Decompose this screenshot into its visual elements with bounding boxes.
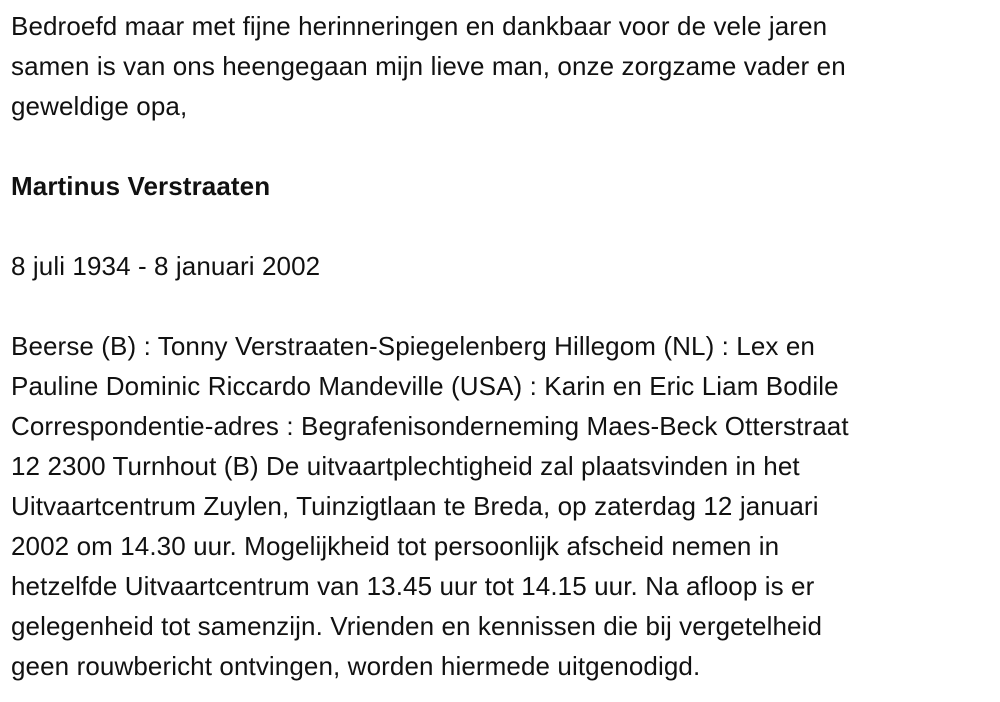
details-paragraph xyxy=(11,326,1000,686)
details-line: Beerse (B) : Tonny Verstraaten-Spiegelenberg Hillegom (NL) : Lex en xyxy=(11,331,815,361)
intro-line: Bedroefd maar met fijne herinneringen en dankbaar voor de vele jaren xyxy=(11,11,828,41)
life-dates: 8 juli 1934 - 8 januari 2002 xyxy=(11,251,321,281)
details-line: gelegenheid tot samenzijn. Vrienden en kennissen die bij vergetelheid xyxy=(11,611,823,641)
deceased-name: Martinus Verstraaten xyxy=(11,171,271,201)
details-line: hetzelfde Uitvaartcentrum van 13.45 uur tot 14.15 uur. Na afloop is er xyxy=(11,571,815,601)
intro-line: samen is van ons heengegaan mijn lieve man, onze zorgzame vader en xyxy=(11,51,846,81)
details-line: Correspondentie-adres : Begrafenisonderneming Maes-Beck Otterstraat xyxy=(11,411,849,441)
details-line: Uitvaartcentrum Zuylen, Tuinzigtlaan te Breda, op zaterdag 12 januari xyxy=(11,491,819,521)
details-line: Pauline Dominic Riccardo Mandeville (USA) : Karin en Eric Liam Bodile xyxy=(11,371,839,401)
details-line: geen rouwbericht ontvingen, worden hiermede uitgenodigd. xyxy=(11,651,701,681)
details-line: 12 2300 Turnhout (B) De uitvaartplechtigheid zal plaatsvinden in het xyxy=(11,451,800,481)
details-line: 2002 om 14.30 uur. Mogelijkheid tot persoonlijk afscheid nemen in xyxy=(11,531,780,561)
intro-line: geweldige opa, xyxy=(11,91,188,121)
intro-paragraph xyxy=(11,6,1000,126)
